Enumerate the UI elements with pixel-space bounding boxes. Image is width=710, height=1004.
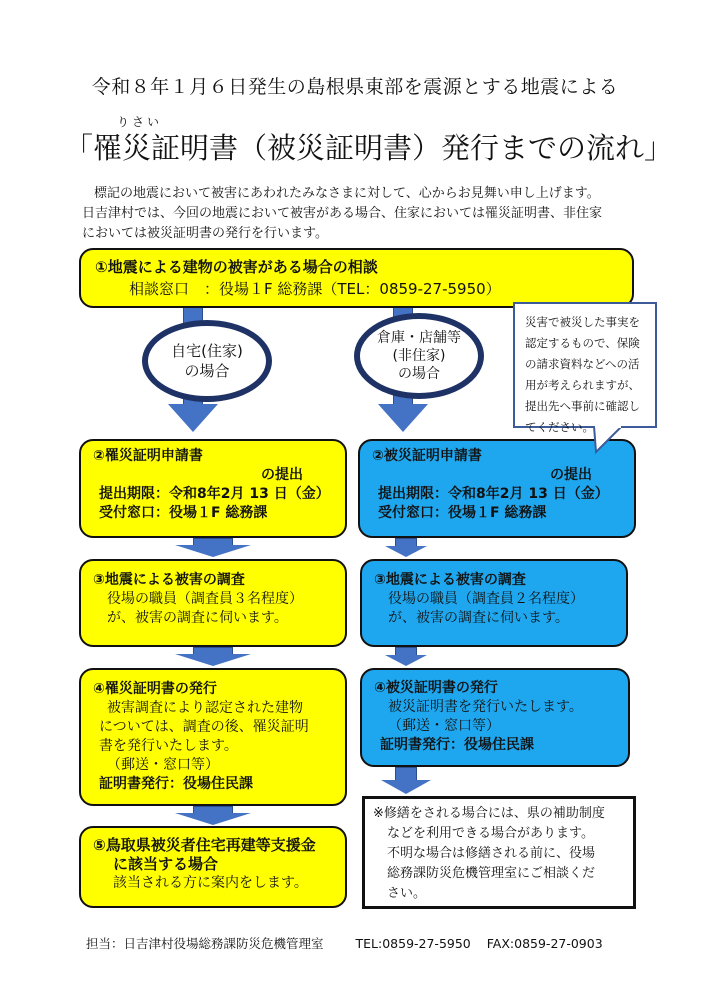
- right-step2-title2: の提出: [550, 467, 592, 483]
- branch-label: の場合: [184, 362, 230, 380]
- right-step3-line: が、被害の調査に伺います。: [388, 610, 569, 626]
- callout-note: [513, 302, 657, 434]
- note-line: さい。: [387, 886, 427, 901]
- arrow-down-icon: [168, 404, 218, 432]
- title-ruby: りさい: [117, 115, 163, 129]
- arrow-down-icon: [385, 655, 427, 666]
- arrow-down-icon: [378, 404, 428, 432]
- right-step4-title: ④被災証明書の発行: [374, 680, 498, 696]
- right-step2-deadline: 提出期限：令和8年2月 13 日（金）: [378, 486, 609, 502]
- left-step5-support-box: [79, 826, 347, 908]
- right-step4-line: 被災証明書を発行いたします。: [388, 699, 583, 715]
- headline: 令和８年１月６日発生の島根県東部を震源とする地震による: [91, 76, 619, 98]
- callout-line: の請求資料などへの活: [525, 357, 640, 371]
- branch-nonhouse-ellipse: [354, 313, 484, 399]
- connector-right: [395, 767, 417, 781]
- left-step4-line: 書を発行いたします。: [99, 738, 238, 754]
- callout-tail-icon: [592, 426, 632, 456]
- left-step3-line: 役場の職員（調査員３名程度）: [107, 591, 303, 607]
- left-step2-title: ②罹災証明申請書: [93, 448, 203, 464]
- right-step2-title: ②被災証明申請書: [372, 448, 482, 464]
- right-step4-issuer: 証明書発行：役場住民課: [380, 737, 534, 753]
- intro-line: においては被災証明書の発行を行います。: [82, 226, 328, 241]
- footer-fax: FAX:0859-27-0903: [486, 936, 603, 951]
- right-step2-window: 受付窓口：役場１F 総務課: [378, 505, 547, 521]
- branch-label: 倉庫・店舗等: [377, 330, 461, 346]
- callout-line: 用が考えられますが、: [525, 378, 640, 392]
- callout-line: 災害で被災した事実を: [525, 315, 640, 329]
- right-step4-line: （郵送・窓口等）: [388, 718, 500, 734]
- arrow-down-icon: [175, 654, 251, 666]
- arrow-down-icon: [381, 780, 431, 794]
- repair-note-box: [362, 796, 636, 909]
- branch-label: (非住家): [392, 348, 446, 364]
- left-step3-line: が、被害の調査に伺います。: [107, 610, 288, 626]
- left-step4-line: については、調査の後、罹災証明: [99, 719, 309, 735]
- arrow-down-icon: [175, 545, 251, 557]
- right-step4-issue-box: [360, 668, 630, 767]
- intro-text: [82, 184, 662, 244]
- branch-house-ellipse: [142, 320, 272, 402]
- footer-contact: [86, 934, 603, 952]
- arrow-down-icon: [385, 546, 427, 557]
- step1-consult-box: [79, 248, 634, 308]
- right-step3-title: ③地震による被害の調査: [374, 572, 526, 588]
- note-line: 総務課防災危機管理室にご相談くだ: [387, 866, 596, 881]
- left-step4-issuer: 証明書発行：役場住民課: [99, 776, 253, 792]
- left-step4-issue-box: [79, 668, 347, 806]
- intro-line: 日吉津村では、今回の地震において被害がある場合、住家においては罹災証明書、非住家: [82, 206, 603, 221]
- branch-label: 自宅(住家): [171, 342, 243, 360]
- left-step3-survey-box: [79, 559, 347, 647]
- right-step3-survey-box: [360, 559, 628, 647]
- left-step2-title2: の提出: [261, 467, 303, 483]
- left-step4-title: ④罹災証明書の発行: [93, 681, 217, 697]
- left-step2-deadline: 提出期限：令和8年2月 13 日（金）: [99, 486, 330, 502]
- arrow-down-icon: [175, 813, 251, 825]
- footer-tel: TEL:0859-27-5950: [355, 936, 471, 951]
- left-step5-line: 該当される方に案内をします。: [113, 875, 308, 891]
- left-step5-title2: に該当する場合: [113, 855, 219, 873]
- callout-line: てください。: [525, 420, 594, 434]
- step1-title: ①地震による建物の被害がある場合の相談: [95, 258, 378, 276]
- page-title: 「罹災証明書（被災証明書）発行までの流れ」: [64, 131, 674, 165]
- note-line: などを利用できる場合があります。: [387, 826, 594, 841]
- left-step5-title: ⑤鳥取県被災者住宅再建等支援金: [93, 836, 316, 854]
- callout-line: 認定するもので、保険: [525, 336, 640, 350]
- left-step2-apply-box: [79, 439, 347, 538]
- intro-line: 標記の地震において被害にあわれたみなさまに対して、心からお見舞い申し上げます。: [94, 186, 600, 201]
- right-step3-line: 役場の職員（調査員２名程度）: [388, 591, 584, 607]
- left-step2-window: 受付窓口：役場１F 総務課: [99, 505, 268, 521]
- footer-department: 担当：日吉津村役場総務課防災危機管理室: [86, 936, 324, 951]
- step1-contact: 相談窓口 ：役場１F 総務課（TEL：0859-27-5950）: [129, 280, 501, 298]
- left-step3-title: ③地震による被害の調査: [93, 572, 245, 588]
- left-step4-line: 被害調査により認定された建物: [107, 700, 303, 716]
- note-line: 不明な場合は修繕される前に、役場: [387, 846, 596, 861]
- callout-line: 提出先へ事前に確認し: [525, 399, 640, 413]
- branch-label: の場合: [398, 366, 440, 382]
- note-line: ※修繕をされる場合には、県の補助制度: [373, 806, 605, 821]
- left-step4-line: （郵送・窓口等）: [107, 757, 219, 773]
